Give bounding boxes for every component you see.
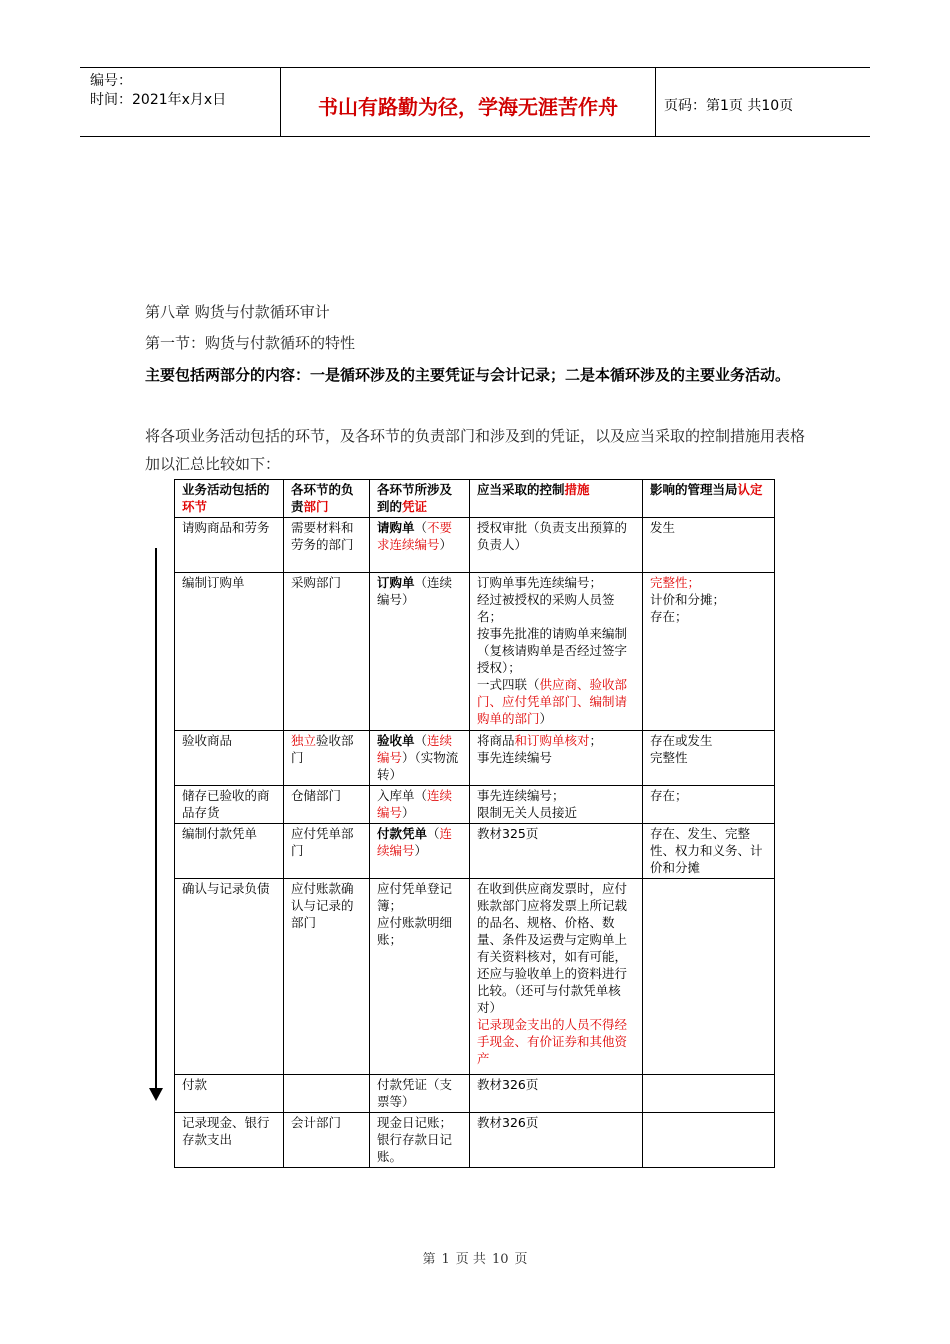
table-row (175, 879, 775, 1075)
cell-text: 供应商、验收部门、应付凭单部门、编制请购单的部门 (477, 677, 628, 726)
cell-text: 会计部门 (291, 1115, 342, 1130)
control-measure-cell (470, 1075, 643, 1113)
cell-text: ）（实物流转） (377, 750, 459, 782)
cell-text: 各环节所涉及到的 (377, 482, 453, 514)
assertion-cell (643, 1113, 775, 1168)
cell-text: 确认与记录负债 (182, 881, 270, 896)
step-cell (175, 1113, 284, 1168)
step-cell (175, 786, 284, 824)
header-page-cell (656, 68, 870, 136)
cell-text: 凭证 (402, 499, 428, 514)
cell-text: ） (402, 805, 415, 820)
section-title: 第一节：购货与付款循环的特性 (145, 334, 356, 352)
header-motto: 书山有路勤为径，学海无涯苦作舟 (318, 95, 618, 119)
cell-text: 不要求连续编号 (377, 520, 453, 552)
cell-text: 存在； (650, 609, 688, 624)
table-row (175, 731, 775, 786)
control-measure-cell (470, 824, 643, 879)
assertion-cell (643, 824, 775, 879)
cell-text: 订购单事先连续编号； (477, 575, 603, 590)
cell-text: 编制付款凭单 (182, 826, 258, 841)
department-cell (284, 786, 370, 824)
cell-text: 连续编号 (377, 788, 453, 820)
cell-text: 采购部门 (291, 575, 342, 590)
cell-text: 应付凭单登记簿； (377, 881, 453, 913)
footer-suffix: 页 (514, 1252, 528, 1267)
assertion-cell (643, 786, 775, 824)
assertion-cell (643, 879, 775, 1075)
cell-text: （ (414, 733, 428, 748)
header-cell-assertion (643, 480, 775, 518)
cell-text: 业务活动包括的 (182, 482, 270, 497)
bold-intro-paragraph: 主要包括两部分的内容：一是循环涉及的主要凭证与会计记录；二是本循环涉及的主要业务活动。 (145, 366, 791, 384)
table-row (175, 786, 775, 824)
header-page-number: 页码：第1页 共10页 (664, 98, 794, 114)
cell-text: 环节 (182, 499, 208, 514)
cell-text: 教材326页 (477, 1077, 539, 1092)
step-cell (175, 1075, 284, 1113)
table-body (175, 518, 775, 1168)
step-cell (175, 879, 284, 1075)
cell-text: 连续编号 (377, 733, 453, 765)
step-cell (175, 518, 284, 573)
cell-text: 编制订购单 (182, 575, 245, 590)
cell-text: 记录现金支出的人员不得经手现金、有价证券和其他资产 (477, 1017, 628, 1066)
control-measure-cell (470, 1113, 643, 1168)
cell-text: 独立 (291, 733, 317, 748)
cell-text: 措施 (564, 482, 590, 497)
cell-text: 验收部门 (291, 733, 354, 765)
step-cell (175, 824, 284, 879)
footer-current-page: 1 (441, 1252, 450, 1267)
footer-total-pages: 10 (491, 1252, 509, 1267)
cell-text: 事先连续编号 (477, 750, 553, 765)
cell-text: 付款 (182, 1077, 208, 1092)
table-row (175, 573, 775, 731)
cell-text: 现金日记账； (377, 1115, 453, 1130)
page-footer (0, 1248, 950, 1267)
document-number-label: 编号： (90, 73, 132, 89)
cell-text: 应付凭单部门 (291, 826, 354, 858)
cell-text: 请购单 (377, 520, 415, 535)
cell-text: 入库单（ (377, 788, 428, 803)
control-summary-table (174, 479, 775, 1168)
cell-text: 完整性 (650, 750, 688, 765)
department-cell (284, 1075, 370, 1113)
cell-text: ） (414, 843, 428, 858)
table-row (175, 1075, 775, 1113)
department-cell (284, 573, 370, 731)
header-motto-cell (281, 68, 656, 136)
cell-text: （ (414, 520, 428, 535)
document-cell (370, 731, 470, 786)
department-cell (284, 518, 370, 573)
department-cell (284, 824, 370, 879)
cell-text: 部门 (303, 499, 329, 514)
cell-text: 一式四联（ (477, 677, 540, 692)
cell-text: 完整性； (650, 575, 701, 590)
control-measure-cell (470, 518, 643, 573)
step-cell (175, 731, 284, 786)
assertion-cell (643, 731, 775, 786)
cell-text: （连续编号） (377, 575, 453, 607)
cell-text: 存在或发生 (650, 733, 713, 748)
cell-text: 应当采取的控制 (477, 482, 565, 497)
header-cell-department (284, 480, 370, 518)
control-measure-cell (470, 879, 643, 1075)
cell-text: 记录现金、银行存款支出 (182, 1115, 270, 1147)
control-measure-cell (470, 786, 643, 824)
cell-text: 储存已验收的商品存货 (182, 788, 270, 820)
assertion-cell (643, 573, 775, 731)
control-measure-cell (470, 731, 643, 786)
cell-text: ； (589, 733, 603, 748)
cell-text: 应付账款明细账； (377, 915, 453, 947)
table-row (175, 518, 775, 573)
step-cell (175, 573, 284, 731)
cell-text: 认定 (737, 482, 763, 497)
assertion-cell (643, 518, 775, 573)
cell-text: 影响的管理当局 (650, 482, 738, 497)
cell-text: 验收商品 (182, 733, 233, 748)
cell-text: 将商品 (477, 733, 515, 748)
cell-text: 和订购单核对 (514, 733, 590, 748)
cell-text: 验收单 (377, 733, 415, 748)
document-cell (370, 786, 470, 824)
cell-text: 发生 (650, 520, 676, 535)
control-measure-cell (470, 573, 643, 731)
cell-text: 仓储部门 (291, 788, 342, 803)
department-cell (284, 731, 370, 786)
cell-text: 存在； (650, 788, 688, 803)
cell-text: ） (539, 711, 553, 726)
cell-text: 按事先批准的请购单来编制（复核请购单是否经过签字授权）； (477, 626, 628, 675)
department-cell (284, 1113, 370, 1168)
process-flow-line (155, 548, 157, 1088)
cell-text: （ (427, 826, 440, 841)
page-header (80, 67, 870, 137)
document-date-label: 时间：2021年x月x日 (90, 92, 227, 108)
document-cell (370, 879, 470, 1075)
assertion-cell (643, 1075, 775, 1113)
cell-text: 连续编号 (377, 826, 453, 858)
header-cell-control-measure (470, 480, 643, 518)
intro-paragraph: 将各项业务活动包括的环节，及各环节的负责部门和涉及到的凭证，以及应当采取的控制措施用表格加以汇总比较如下： (145, 427, 806, 473)
cell-text: 银行存款日记账。 (377, 1132, 453, 1164)
cell-text: 计价和分摊； (650, 592, 726, 607)
cell-text: 各环节的负责 (291, 482, 354, 514)
cell-text: 授权审批（负责支出预算的负责人） (477, 520, 628, 552)
header-cell-document (370, 480, 470, 518)
cell-text: 事先连续编号； (477, 788, 565, 803)
cell-text: 付款凭单 (377, 826, 428, 841)
cell-text: 请购商品和劳务 (182, 520, 270, 535)
cell-text: 订购单 (377, 575, 415, 590)
cell-text: 经过被授权的采购人员签名； (477, 592, 615, 624)
header-cell-step (175, 480, 284, 518)
document-cell (370, 824, 470, 879)
cell-text: 应付账款确认与记录的部门 (291, 881, 354, 930)
footer-mid: 页 共 (455, 1252, 486, 1267)
department-cell (284, 879, 370, 1075)
document-cell (370, 573, 470, 731)
cell-text: ） (439, 537, 453, 552)
cell-text: 付款凭证（支票等） (377, 1077, 453, 1109)
document-cell (370, 1075, 470, 1113)
table-header-row (175, 480, 775, 518)
cell-text: 教材325页 (477, 826, 539, 841)
chapter-title: 第八章 购货与付款循环审计 (145, 303, 330, 321)
table-row (175, 1113, 775, 1168)
document-cell (370, 1113, 470, 1168)
header-meta-cell (80, 68, 281, 136)
footer-prefix: 第 (422, 1252, 436, 1267)
document-cell (370, 518, 470, 573)
cell-text: 限制无关人员接近 (477, 805, 578, 820)
process-flow-arrow-icon (149, 1088, 163, 1101)
cell-text: 在收到供应商发票时，应付账款部门应将发票上所记载的品名、规格、价格、数量、条件及运费与定购单上有关资料核对，如有可能，还应与验收单上的资料进行比较。（还可与付款凭单核对） (477, 881, 628, 1015)
cell-text: 教材326页 (477, 1115, 539, 1130)
cell-text: 需要材料和劳务的部门 (291, 520, 354, 552)
cell-text: 存在、发生、完整性、权力和义务、计价和分摊 (650, 826, 763, 875)
table-row (175, 824, 775, 879)
